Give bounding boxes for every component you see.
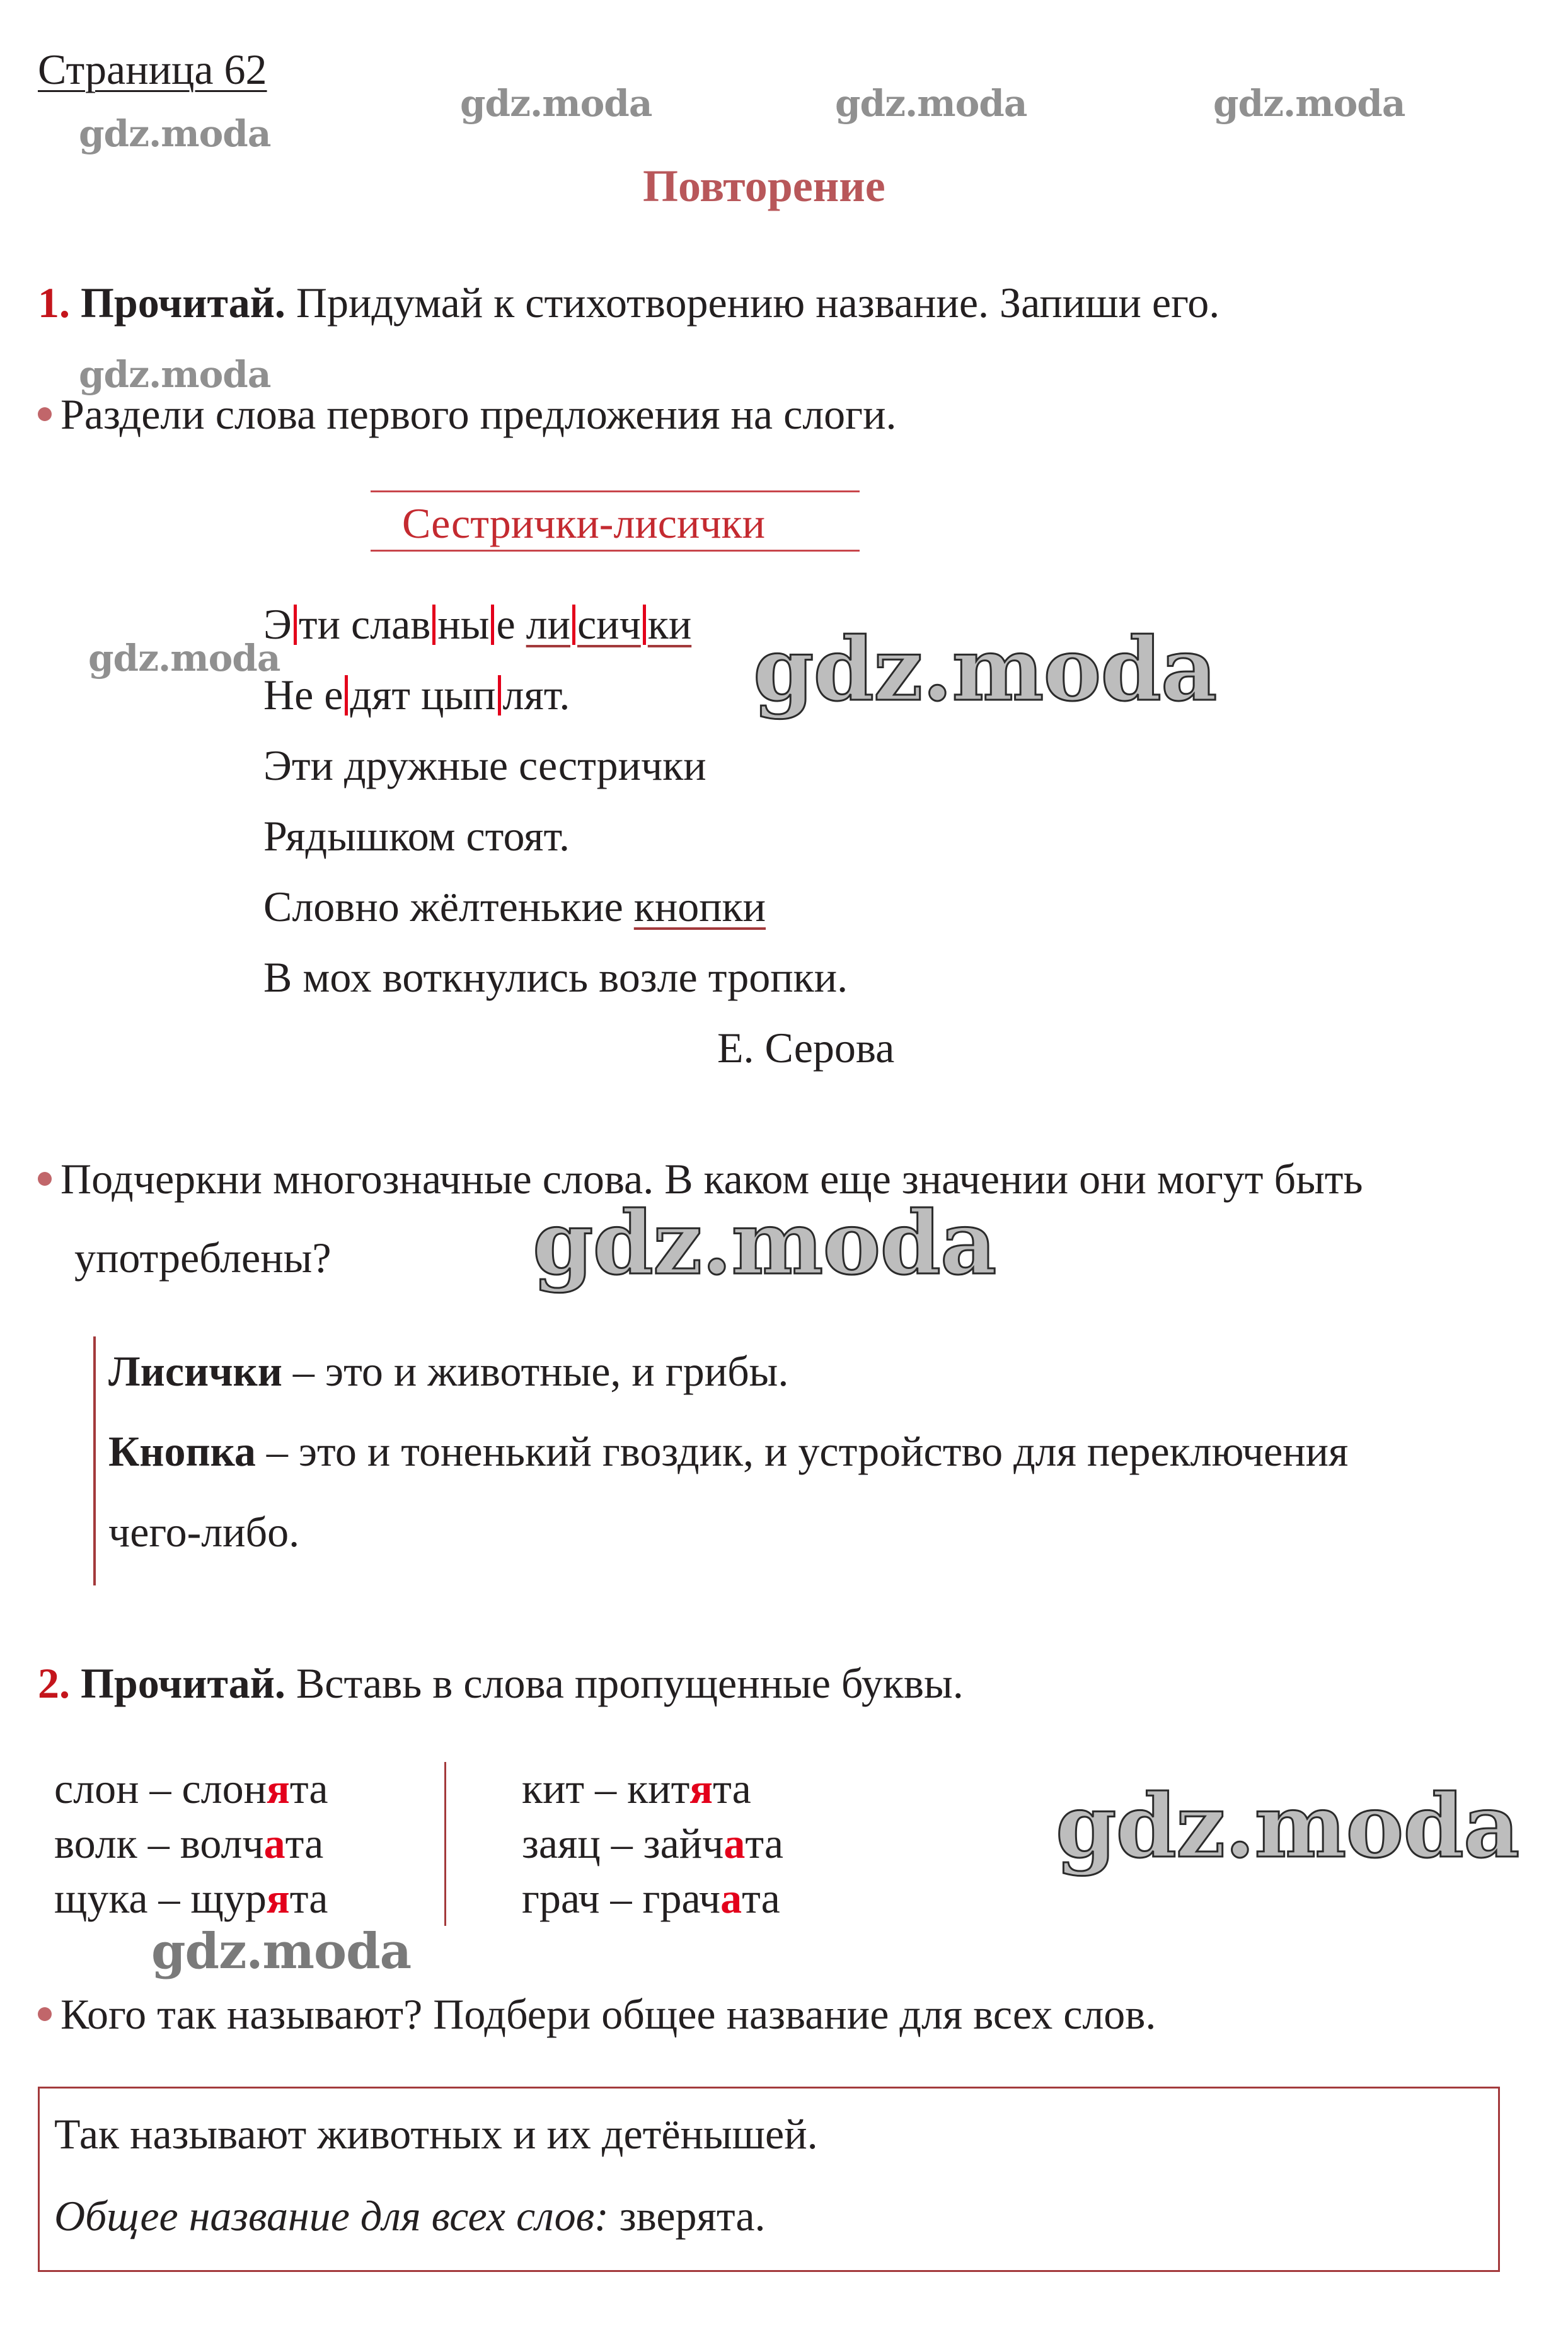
answer1-def1: – это и животные, и грибы. xyxy=(282,1347,789,1395)
word-pair-right-2 xyxy=(522,1818,783,1869)
inserted-letter: я xyxy=(266,1874,290,1922)
word-end: та xyxy=(289,1764,328,1812)
poem-line-3: Эти дружные сестрички xyxy=(263,741,706,789)
syllable-separator xyxy=(294,605,297,645)
task1-number: 1. xyxy=(38,279,70,327)
watermark: gdz.moda xyxy=(460,82,652,125)
syllable-separator xyxy=(491,605,494,645)
watermark: gdz.moda xyxy=(753,618,1217,721)
task1-title: Прочитай. xyxy=(81,279,285,327)
bullet-icon xyxy=(38,2007,52,2021)
task2-number: 2. xyxy=(38,1659,70,1707)
answer2-value: зверята. xyxy=(608,2192,766,2240)
column-divider xyxy=(444,1762,446,1926)
watermark: gdz.moda xyxy=(1213,82,1405,125)
answer2-line2 xyxy=(54,2191,766,2241)
word-end: та xyxy=(713,1764,751,1812)
syllable: Э xyxy=(263,600,292,648)
task2-text: Вставь в слова пропущенные буквы. xyxy=(296,1659,964,1707)
word-pair-right-1 xyxy=(522,1763,751,1814)
syllable-separator xyxy=(643,605,646,645)
syllable-separator xyxy=(498,675,501,716)
syllable-separator xyxy=(345,675,348,716)
syllable: ки xyxy=(647,600,692,648)
syllable: ти слав xyxy=(298,600,431,648)
watermark: gdz.moda xyxy=(79,112,271,155)
watermark: gdz.moda xyxy=(88,637,280,680)
syllable: ны xyxy=(437,600,490,648)
word-base: щука – щур xyxy=(54,1874,267,1922)
poem-line-4: Рядышком стоят. xyxy=(263,812,570,860)
word-pair-left-2 xyxy=(54,1818,323,1869)
watermark: gdz.moda xyxy=(79,353,271,396)
task1-heading xyxy=(38,277,1219,328)
syllable: дят цып xyxy=(350,671,496,719)
syllable: сич xyxy=(577,600,641,648)
poem-title-line-top xyxy=(371,490,860,492)
poem-title-line-bottom xyxy=(371,550,860,552)
syllable: е xyxy=(496,600,526,648)
word-base: грач – грач xyxy=(522,1874,721,1922)
bullet-icon xyxy=(38,1172,52,1186)
answer1-def2: – это и тоненький гвоздик, и устройство для переключения xyxy=(255,1427,1349,1475)
syllable-separator xyxy=(572,605,575,645)
poem-line-2 xyxy=(263,669,570,720)
syllable-separator xyxy=(432,605,435,645)
word-base: кит – кит xyxy=(522,1764,690,1812)
watermark: gdz.moda xyxy=(1056,1775,1519,1877)
poem-title: Сестрички-лисички xyxy=(402,499,765,547)
underlined-word-knopki: кнопки xyxy=(633,883,766,930)
poem-author: Е. Серова xyxy=(717,1024,895,1072)
word-base: слон – слон xyxy=(54,1764,267,1812)
syllable: Не е xyxy=(263,671,343,719)
task2-bullet-text: Кого так называют? Подбери общее название для всех слов. xyxy=(61,1990,1156,2038)
word-pair-left-1 xyxy=(54,1763,328,1814)
task2-heading xyxy=(38,1658,964,1708)
bullet-icon xyxy=(38,407,52,421)
task1-bullet1 xyxy=(38,389,896,439)
answer1-line3: чего-либо. xyxy=(108,1508,300,1556)
bullet1-text: Раздели слова первого предложения на слоги. xyxy=(61,390,897,438)
answer2-line1: Так называют животных и их детёнышей. xyxy=(54,2110,818,2158)
inserted-letter: а xyxy=(723,1819,746,1867)
poem-line-5-prefix: Словно жёлтенькие xyxy=(263,883,634,930)
bullet2-line1: Подчеркни многозначные слова. В каком еще значении они могут быть xyxy=(61,1155,1363,1203)
syllable: ли xyxy=(526,600,570,648)
word-pair-right-3 xyxy=(522,1873,780,1923)
section-title: Повторение xyxy=(643,161,885,211)
answer1-line1 xyxy=(108,1346,788,1396)
task2-title: Прочитай. xyxy=(81,1659,285,1707)
page-label: Страница 62 xyxy=(38,45,267,93)
word-end: та xyxy=(742,1874,780,1922)
watermark: gdz.moda xyxy=(151,1923,412,1980)
word-end: та xyxy=(285,1819,324,1867)
word-base: волк – волч xyxy=(54,1819,264,1867)
word-end: та xyxy=(745,1819,784,1867)
word-pair-left-3 xyxy=(54,1873,328,1923)
task1-text: Придумай к стихотворению название. Запиши его. xyxy=(296,279,1220,327)
task1-bullet2-line2: употреблены? xyxy=(74,1234,331,1282)
inserted-letter: а xyxy=(720,1874,742,1922)
word-end: та xyxy=(289,1874,328,1922)
word-base: заяц – зайч xyxy=(522,1819,724,1867)
answer1-word2: Кнопка xyxy=(108,1427,256,1475)
answer1-left-bar xyxy=(93,1336,96,1585)
underlined-word-lisichki xyxy=(526,600,692,648)
watermark: gdz.moda xyxy=(835,82,1027,125)
poem-line-1 xyxy=(263,599,691,649)
poem-line-6: В мох воткнулись возле тропки. xyxy=(263,953,848,1001)
syllable: лят. xyxy=(502,671,570,719)
task2-bullet xyxy=(38,1989,1156,2039)
answer1-line2 xyxy=(108,1426,1348,1476)
inserted-letter: я xyxy=(267,1764,290,1812)
answer2-label: Общее название для всех слов: xyxy=(54,2192,609,2240)
poem-line-5 xyxy=(263,881,766,932)
watermark: gdz.moda xyxy=(533,1191,996,1294)
answer1-word1: Лисички xyxy=(108,1347,282,1395)
inserted-letter: я xyxy=(689,1764,713,1812)
inserted-letter: а xyxy=(263,1819,285,1867)
